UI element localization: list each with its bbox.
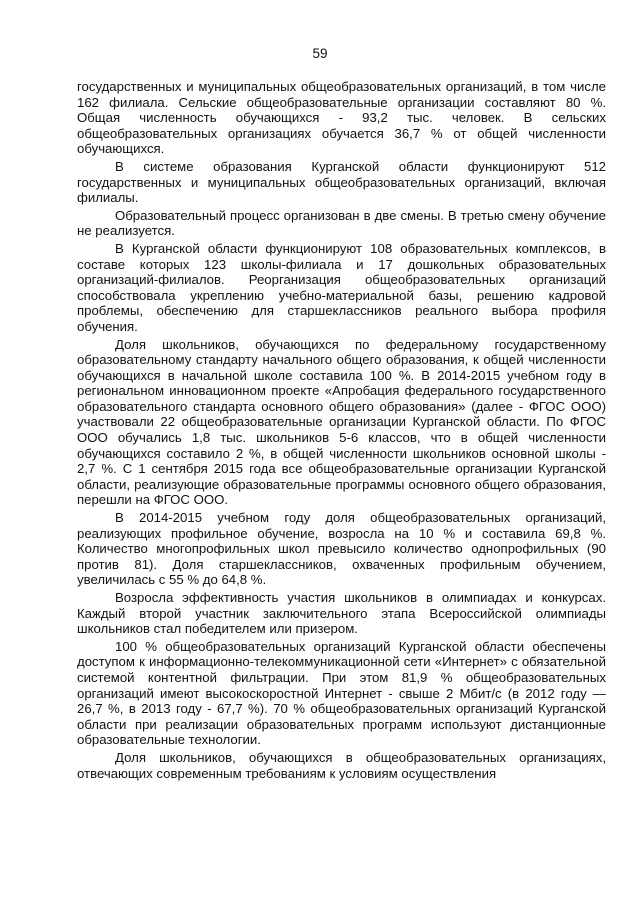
- paragraph-4: В Курганской области функционируют 108 образовательных комплексов, в составе которых 123 школы-филиала и 17 дошкольных образовательных организаций-филиалов. Реорганизация общеобразовательных организаций способствовала укреплению учебно-материальной базы, решению кадровой проблемы, обеспечению для старшеклассников реального выбора профиля обучения.: [77, 240, 606, 334]
- paragraph-9: Доля школьников, обучающихся в общеобразовательных организациях, отвечающих современным требованиям к условиям осуществления: [77, 749, 606, 781]
- paragraph-3: Образовательный процесс организован в две смены. В третью смену обучение не реализуется.: [77, 207, 606, 239]
- page-number: 59: [312, 46, 328, 61]
- paragraph-1: государственных и муниципальных общеобразовательных организаций, в том числе 162 филиала. Сельские общеобразовательные организации составляют 80 %. Общая численность обучающихся - 93,2 тыс. человек. В сельских общеобразовательных организациях обучается 36,7 % от общей численности обучающихся.: [77, 79, 606, 157]
- paragraph-5: Доля школьников, обучающихся по федеральному государственному образовательному стандарту начального общего образования, к общей численности обучающихся в начальной школе составила 100 %. В 2014-2015 учебном году в региональном инновационном проекте «Апробация федерального государственного образовательного стандарта основного общего образования» (далее - ФГОС ООО) участвовали 22 общеобразовательные организации Курганской области. По ФГОС ООО обучались 1,8 тыс. школьников 5-6 классов, что в общей численности обучающихся составило 2 %, в общей численности школьников основной школы - 2,7 %. С 1 сентября 2015 года все общеобразовательные организации Курганской области, реализующие образовательные программы основного общего образования, перешли на ФГОС ООО.: [77, 336, 606, 508]
- body-text: [77, 79, 606, 783]
- paragraph-2: В системе образования Курганской области функционируют 512 государственных и муниципальных общеобразовательных организаций, включая филиалы.: [77, 158, 606, 206]
- paragraph-7: Возросла эффективность участия школьников в олимпиадах и конкурсах. Каждый второй участник заключительного этапа Всероссийской олимпиады школьников стал победителем или призером.: [77, 590, 606, 637]
- paragraph-6: В 2014-2015 учебном году доля общеобразовательных организаций, реализующих профильное обучение, возросла на 10 % и составила 69,8 %. Количество многопрофильных школ превысило количество однопрофильных (90 против 81). Доля старшеклассников, охваченных профильным обучением, увеличилась с 55 % до 64,8 %.: [77, 510, 606, 588]
- paragraph-8: 100 % общеобразовательных организаций Курганской области обеспечены доступом к информационно-телекоммуникационной сети «Интернет» с обязательной системой контентной фильтрации. При этом 81,9 % общеобразовательных организаций имеют высокоскоростной Интернет - свыше 2 Мбит/с (в 2012 году — 26,7 %, в 2013 году - 67,7 %). 70 % общеобразовательных организаций Курганской области при реализации образовательных программ используют дистанционные образовательные технологии.: [77, 638, 606, 748]
